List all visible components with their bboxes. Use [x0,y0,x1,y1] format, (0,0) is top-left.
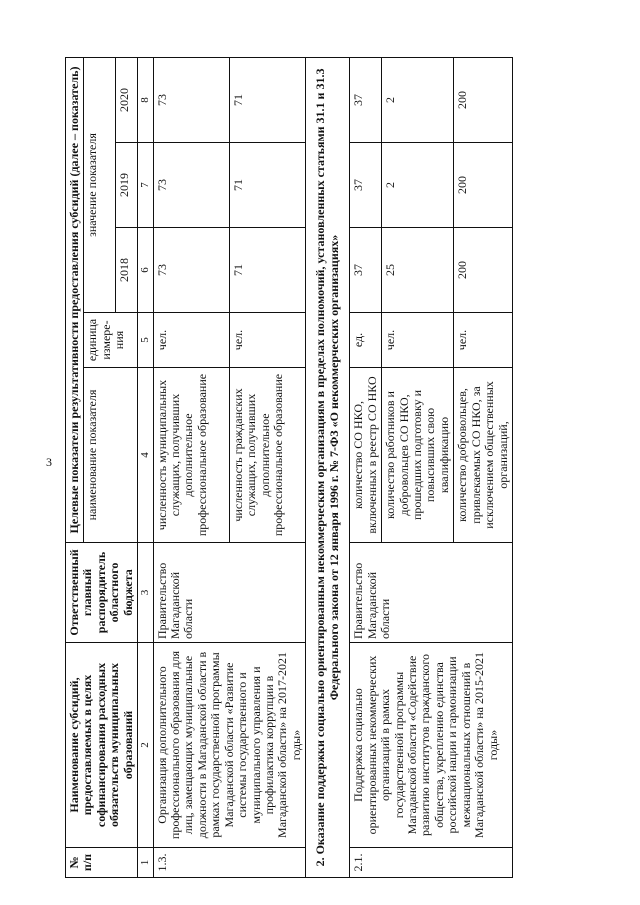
column-number-row [138,57,153,877]
value-2020: 2 [382,57,454,142]
subsidy-name: Организация дополнительного профессионального образования для лиц, замещающих муниципальные должности в Магаданской области в рамках государственной программы Магаданской области «Развитие системы государственного и муниципального управления и профилактика коррупции в Магаданской области» на 2017-2021 годы» [153,643,306,848]
header-targets: Целевые показатели результативности предоставления субсидий (далее – показатель) [66,57,84,542]
header-values: значение показателя [84,57,115,312]
value-2018: 71 [229,228,305,313]
value-2018: 25 [382,228,454,313]
value-2019: 71 [229,143,305,228]
subsidy-name: Поддержка социально ориентированных некоммерческих организаций в рамках государственной программы Магаданской области «Содействие развитию институтов гражданского общества, укреплению единства российской нации и гармонизации межнациональных отношений в Магаданской области» на 2015-2021 годы» [350,643,513,848]
column-number: 4 [138,368,153,543]
column-number: 8 [138,57,153,142]
indicator-name: численность муниципальных служащих, получивших дополнительное профессиональное образование [153,368,229,543]
section-heading-row [306,57,350,877]
page-number: 3 [46,455,52,469]
value-2019: 200 [454,143,513,228]
header-num: № п/п [66,848,138,878]
indicator-name: численность гражданских служащих, получивших дополнительное профессиональное образование [229,368,305,543]
value-2020: 200 [454,57,513,142]
value-2020: 73 [153,57,229,142]
value-2019: 37 [350,143,382,228]
value-2018: 200 [454,228,513,313]
header-indicator-name: наименование показателя [84,368,138,543]
table-row [350,57,382,877]
responsible-admin: Правительство Магаданской области [153,543,306,643]
value-2019: 2 [382,143,454,228]
indicator-name: количество работников и добровольцев СО НКО, прошедших подготовку и повысивших свою квалификацию [382,368,454,543]
header-year-2020: 2020 [115,57,138,142]
header-row-1 [66,57,84,877]
header-subsidy-name: Наименование субсидий, предоставляемых в целях софинансирования расходных обязательств муниципальных образований [66,643,138,848]
header-year-2018: 2018 [115,228,138,313]
indicator-unit: чел. [454,313,513,368]
row-number: 1.3. [153,848,306,878]
header-unit: единица измере-ния [84,313,138,368]
responsible-admin: Правительство Магаданской области [350,543,513,643]
value-2018: 37 [350,228,382,313]
value-2020: 37 [350,57,382,142]
indicator-name: количество СО НКО, включенных в реестр СО НКО [350,368,382,543]
value-2020: 71 [229,57,305,142]
indicator-unit: чел. [153,313,229,368]
indicator-unit: ед. [350,313,382,368]
header-year-2019: 2019 [115,143,138,228]
column-number: 5 [138,313,153,368]
table-row [153,57,229,877]
column-number: 7 [138,143,153,228]
indicator-name: количество добровольцев, привлекаемых СО НКО, за исключением общественных организаций, [454,368,513,543]
subsidy-table [65,57,513,878]
row-number: 2.1. [350,848,513,878]
indicator-unit: чел. [382,313,454,368]
value-2019: 73 [153,143,229,228]
section-2-title: 2. Оказание поддержки социально ориентированным некоммерческим организациям в пределах полномочий, установленных статьями 31.1 и 31.3 Федерального закона от 12 января 1996 г. № 7-ФЗ «О некоммерческих организациях» [306,57,350,877]
rotated-table-container [65,58,610,878]
value-2018: 73 [153,228,229,313]
indicator-unit: чел. [229,313,305,368]
header-admin: Ответственный главный распорядитель областного бюджета [66,543,138,643]
column-number: 1 [138,848,153,878]
column-number: 3 [138,543,153,643]
column-number: 2 [138,643,153,848]
column-number: 6 [138,228,153,313]
